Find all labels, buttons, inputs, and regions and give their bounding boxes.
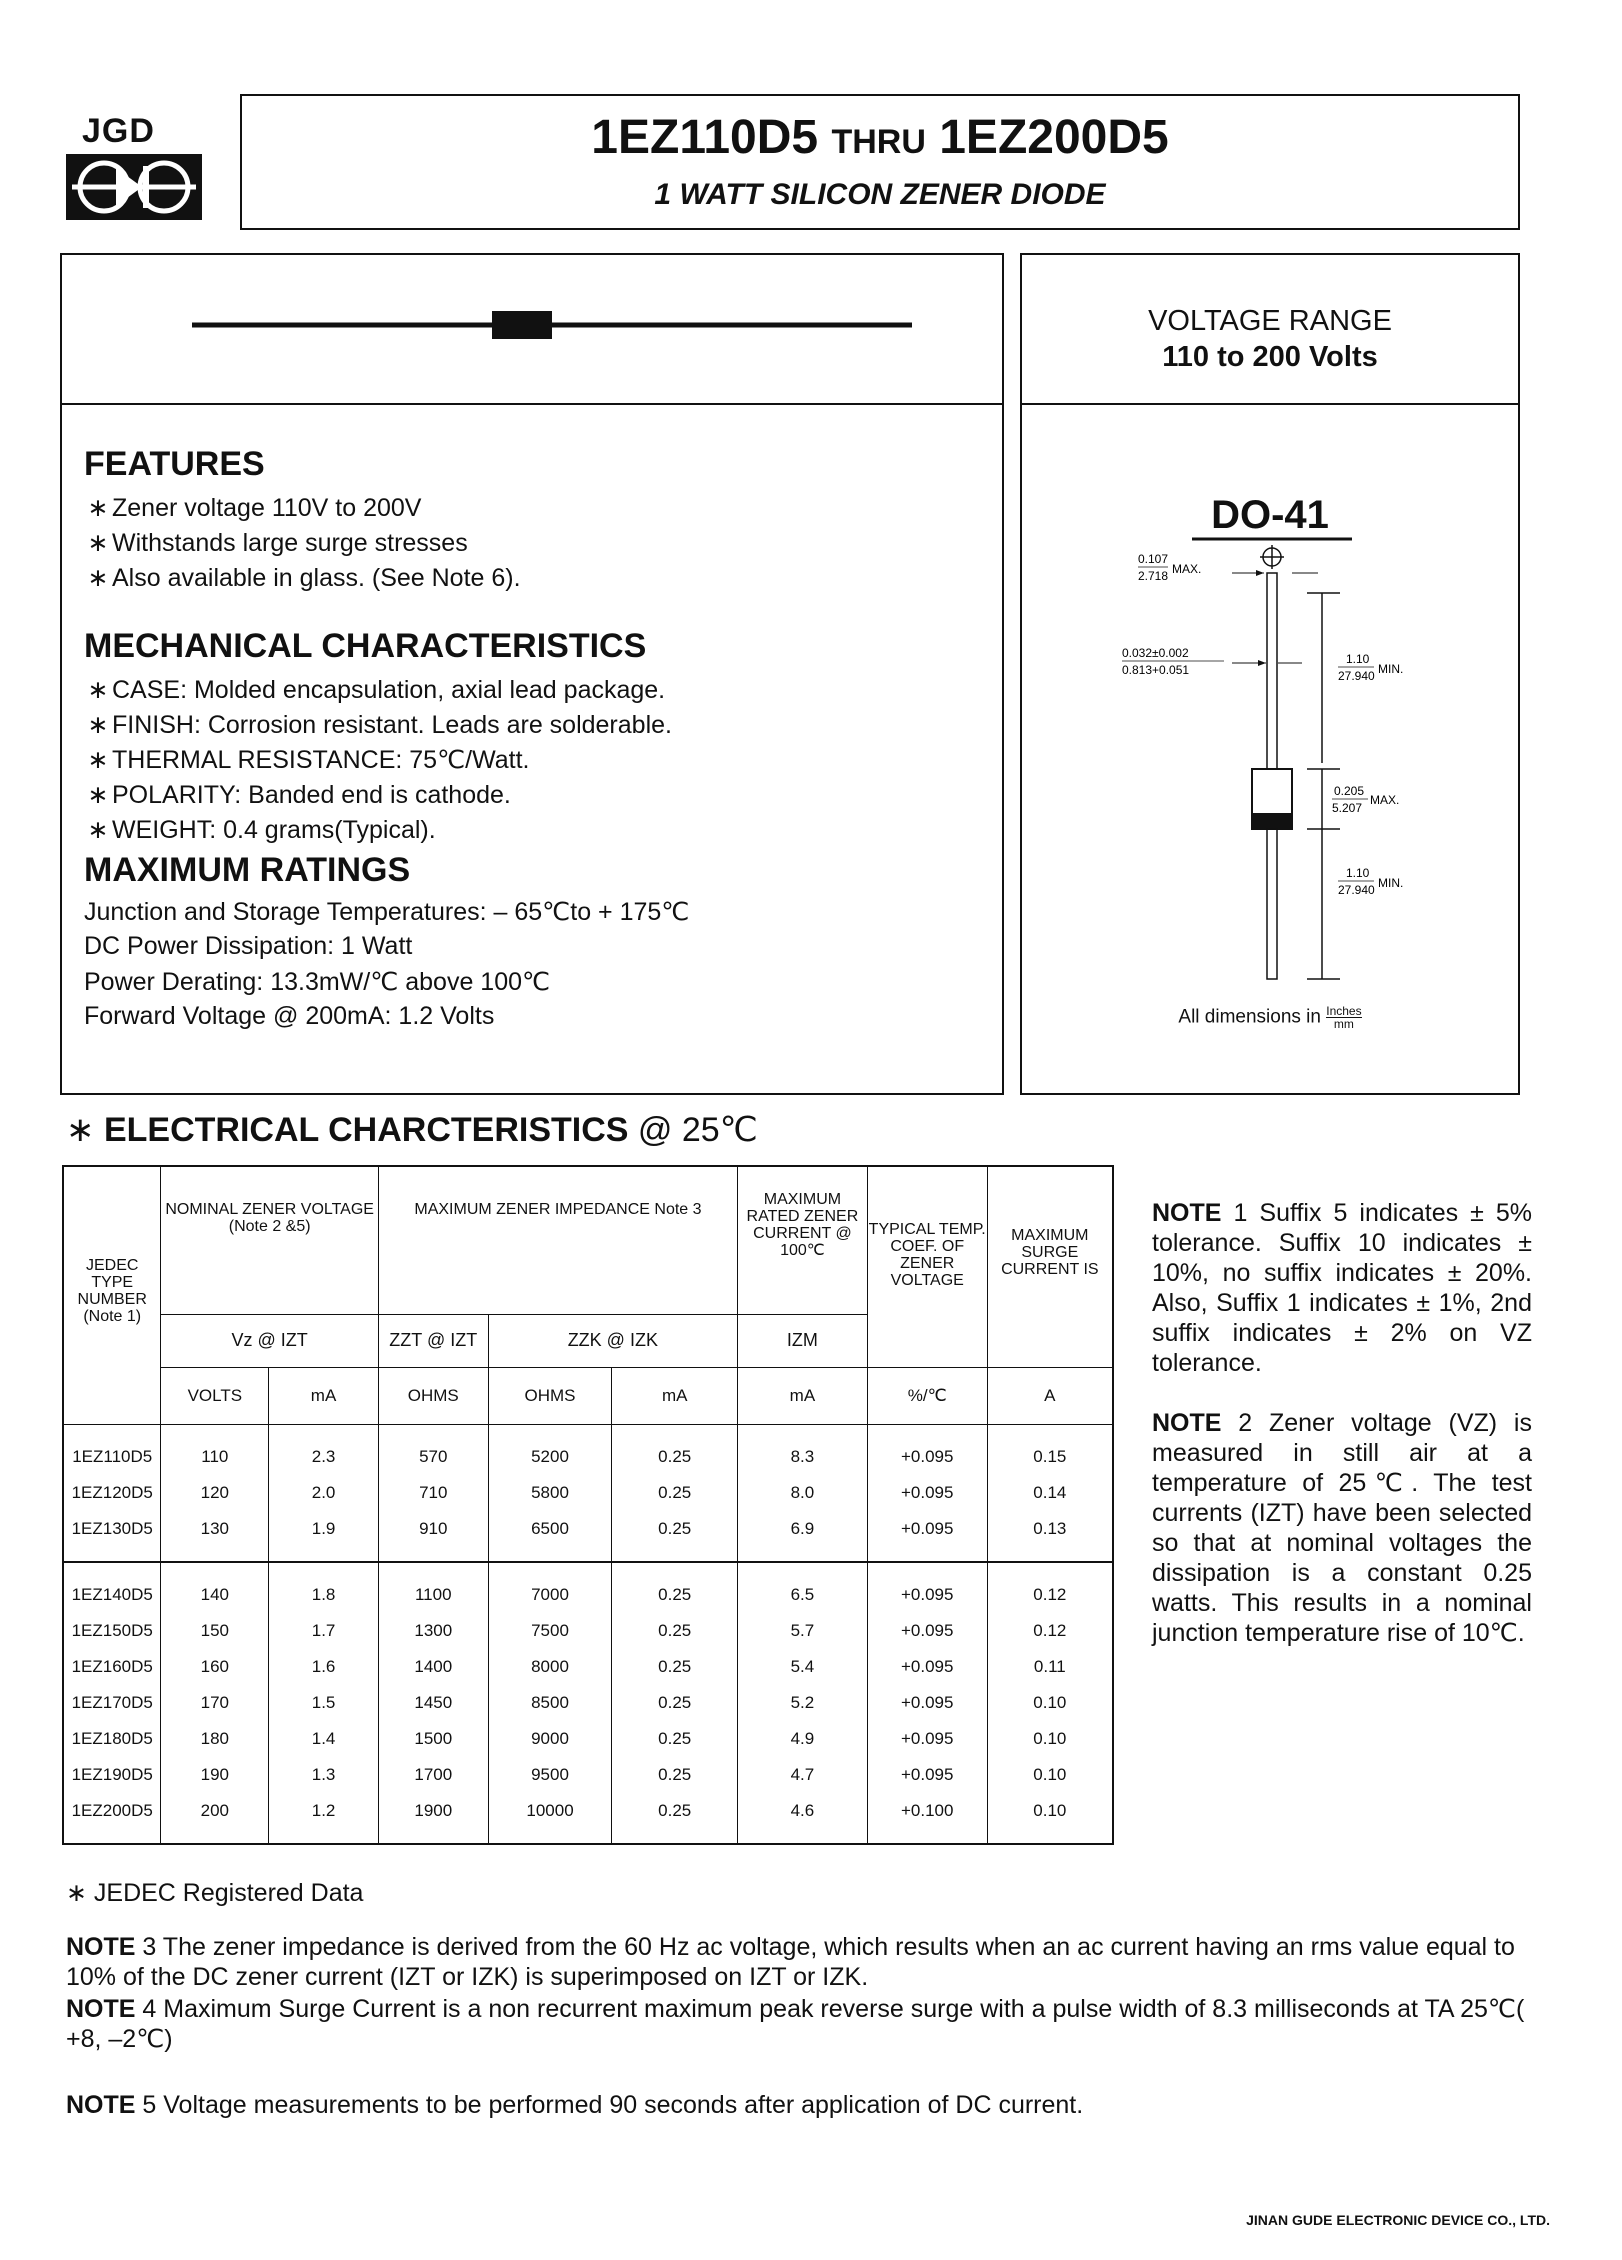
value-cell: +0.095 xyxy=(867,1757,987,1793)
unit-cell: OHMS xyxy=(488,1367,612,1424)
feature-item: ∗ Withstands large surge stresses xyxy=(84,528,468,558)
bullet-icon: ∗ xyxy=(87,711,109,739)
note-1: NOTE 1 Suffix 5 indicates ± 5% tolerance. Suffix 10 indicates ± 10%, no suffix indicates ± 20%. Also, Suffix 1 indicates ± 1%, 2nd suffix indicates ± 2% on VZ tolerance. xyxy=(1152,1199,1532,1377)
type-number-cell: 1EZ140D5 xyxy=(63,1562,161,1613)
value-cell: 0.12 xyxy=(987,1562,1113,1613)
value-cell: +0.095 xyxy=(867,1424,987,1475)
logo-text: JGD xyxy=(82,112,155,150)
value-cell: 1500 xyxy=(378,1721,488,1757)
value-cell: 0.10 xyxy=(987,1685,1113,1721)
col-impedance-header: MAXIMUM ZENER IMPEDANCE Note 3 xyxy=(378,1166,737,1314)
value-cell: 7500 xyxy=(488,1613,612,1649)
dim-2-inch: 0.032±0.002 xyxy=(1122,646,1189,660)
value-cell: 160 xyxy=(161,1649,269,1685)
value-cell: 8.0 xyxy=(738,1475,868,1511)
type-number-cell: 1EZ200D5 xyxy=(63,1793,161,1844)
type-number-cell: 1EZ160D5 xyxy=(63,1649,161,1685)
value-cell: 1100 xyxy=(378,1562,488,1613)
table-row xyxy=(63,1613,1113,1649)
value-cell: 1.6 xyxy=(269,1649,379,1685)
left-panel xyxy=(60,253,1004,1095)
features-heading: FEATURES xyxy=(84,445,265,483)
feature-item: ∗ Zener voltage 110V to 200V xyxy=(84,493,421,523)
value-cell: 4.9 xyxy=(738,1721,868,1757)
mechanical-item: ∗ POLARITY: Banded end is cathode. xyxy=(84,780,511,810)
value-cell: 6.5 xyxy=(738,1562,868,1613)
value-cell: 9500 xyxy=(488,1757,612,1793)
dim-5-inch: 1.10 xyxy=(1346,866,1370,880)
table-row xyxy=(63,1649,1113,1685)
bullet-icon: ∗ xyxy=(66,1111,95,1149)
value-cell: 1900 xyxy=(378,1793,488,1844)
value-cell: +0.095 xyxy=(867,1613,987,1649)
value-cell: 570 xyxy=(378,1424,488,1475)
dim-3-inch: 1.10 xyxy=(1346,652,1370,666)
rating-item: Junction and Storage Temperatures: – 65℃to + 175℃ xyxy=(84,898,690,926)
value-cell: 5800 xyxy=(488,1475,612,1511)
value-cell: 4.6 xyxy=(738,1793,868,1844)
value-cell: 1700 xyxy=(378,1757,488,1793)
value-cell: 0.13 xyxy=(987,1511,1113,1562)
table-row xyxy=(63,1475,1113,1511)
mechanical-heading: MECHANICAL CHARACTERISTICS xyxy=(84,627,647,665)
value-cell: 5.7 xyxy=(738,1613,868,1649)
symbol-zzt: ZZT @ IZT xyxy=(378,1314,488,1367)
value-cell: 1.5 xyxy=(269,1685,379,1721)
value-cell: 6.9 xyxy=(738,1511,868,1562)
bullet-icon: ∗ xyxy=(87,676,109,704)
thru-label: THRU xyxy=(831,123,926,161)
col-nominal-header: NOMINAL ZENER VOLTAGE (Note 2 &5) xyxy=(161,1166,378,1314)
part-to: 1EZ200D5 xyxy=(939,111,1169,164)
axial-diode-icon xyxy=(192,295,912,355)
rating-item: Power Derating: 13.3mW/℃ above 100℃ xyxy=(84,968,551,996)
value-cell: 7000 xyxy=(488,1562,612,1613)
value-cell: +0.095 xyxy=(867,1511,987,1562)
type-number-cell: 1EZ130D5 xyxy=(63,1511,161,1562)
company-logo xyxy=(62,112,202,222)
value-cell: 0.10 xyxy=(987,1757,1113,1793)
type-number-cell: 1EZ110D5 xyxy=(63,1424,161,1475)
value-cell: 0.25 xyxy=(612,1685,738,1721)
table-row xyxy=(63,1424,1113,1475)
value-cell: 8.3 xyxy=(738,1424,868,1475)
value-cell: +0.095 xyxy=(867,1721,987,1757)
value-cell: 180 xyxy=(161,1721,269,1757)
value-cell: 120 xyxy=(161,1475,269,1511)
unit-cell: mA xyxy=(738,1367,868,1424)
value-cell: 2.3 xyxy=(269,1424,379,1475)
dim-2-mm: 0.813+0.051 xyxy=(1122,663,1190,677)
dim-1-inch: 0.107 xyxy=(1138,552,1169,566)
note-3: NOTE 3 The zener impedance is derived from the 60 Hz ac voltage, which results when an ac current having an rms value equal to 10% of the DC zener current (IZT or IZK) is superimposed on IZT or IZK. xyxy=(66,1933,1515,1991)
ratings-heading: MAXIMUM RATINGS xyxy=(84,851,411,889)
electrical-table xyxy=(62,1165,1114,1845)
mechanical-item: ∗ FINISH: Corrosion resistant. Leads are solderable. xyxy=(84,710,672,740)
electrical-heading: ∗ ELECTRICAL CHARCTERISTICS @ 25℃ xyxy=(66,1111,758,1149)
mechanical-item: ∗ WEIGHT: 0.4 grams(Typical). xyxy=(84,815,436,845)
unit-mm: mm xyxy=(1333,1017,1354,1031)
value-cell: 710 xyxy=(378,1475,488,1511)
footer-company: JINAN GUDE ELECTRONIC DEVICE CO., LTD. xyxy=(1246,2212,1550,2228)
jedec-note: ∗ JEDEC Registered Data xyxy=(66,1879,364,1907)
unit-cell: %/℃ xyxy=(867,1367,987,1424)
note-4: NOTE 4 Maximum Surge Current is a non recurrent maximum peak reverse surge with a pulse width of 8.3 milliseconds at TA 25℃( +8, –2℃) xyxy=(66,1995,1525,2053)
part-from: 1EZ110D5 xyxy=(591,111,819,164)
package-drawing xyxy=(1082,533,1462,993)
bullet-icon: ∗ xyxy=(87,494,109,522)
logo-diode-icon xyxy=(66,154,202,220)
value-cell: 200 xyxy=(161,1793,269,1844)
unit-cell: OHMS xyxy=(378,1367,488,1424)
symbol-zzk: ZZK @ IZK xyxy=(488,1314,737,1367)
note-5: NOTE 5 Voltage measurements to be performed 90 seconds after application of DC current. xyxy=(66,2091,1084,2119)
package-title: DO-41 xyxy=(1211,493,1329,537)
value-cell: 150 xyxy=(161,1613,269,1649)
dim-4-tag: MAX. xyxy=(1370,793,1400,807)
value-cell: 0.14 xyxy=(987,1475,1113,1511)
value-cell: +0.100 xyxy=(867,1793,987,1844)
table-row xyxy=(63,1793,1113,1844)
value-cell: 130 xyxy=(161,1511,269,1562)
value-cell: 10000 xyxy=(488,1793,612,1844)
dim-1-mm: 2.718 xyxy=(1138,569,1169,583)
note-2: NOTE 2 Zener voltage (VZ) is measured in still air at a temperature of 25℃. The test currents (IZT) have been selected so that at nominal voltages the dissipation is a constant 0.25 watts. This results in a nominal junction temperature rise of 10℃. xyxy=(1152,1409,1532,1647)
dim-4-inch: 0.205 xyxy=(1334,784,1365,798)
table-row xyxy=(63,1562,1113,1613)
col-type-header: JEDEC TYPE NUMBER (Note 1) xyxy=(63,1166,161,1424)
notes-right xyxy=(1152,1198,1532,1678)
bullet-icon: ∗ xyxy=(87,816,109,844)
value-cell: 0.25 xyxy=(612,1721,738,1757)
dim-3-mm: 27.940 xyxy=(1338,669,1375,683)
rating-item: Forward Voltage @ 200mA: 1.2 Volts xyxy=(84,1002,495,1030)
dim-4-mm: 5.207 xyxy=(1332,801,1363,815)
dim-1-tag: MAX. xyxy=(1172,562,1202,576)
value-cell: 190 xyxy=(161,1757,269,1793)
value-cell: 110 xyxy=(161,1424,269,1475)
unit-cell: mA xyxy=(269,1367,379,1424)
mechanical-item: ∗ CASE: Molded encapsulation, axial lead package. xyxy=(84,675,665,705)
value-cell: 0.25 xyxy=(612,1793,738,1844)
value-cell: +0.095 xyxy=(867,1649,987,1685)
value-cell: 8000 xyxy=(488,1649,612,1685)
col-tempcoef-header: TYPICAL TEMP. COEF. OF ZENER VOLTAGE xyxy=(867,1166,987,1367)
value-cell: 6500 xyxy=(488,1511,612,1562)
feature-item: ∗ Also available in glass. (See Note 6). xyxy=(84,563,521,593)
voltage-range-value: 110 to 200 Volts xyxy=(1162,341,1378,373)
value-cell: 0.25 xyxy=(612,1511,738,1562)
dimensions-note: All dimensions in Inches mm xyxy=(1178,1004,1362,1031)
value-cell: 1.4 xyxy=(269,1721,379,1757)
value-cell: 1.3 xyxy=(269,1757,379,1793)
dim-5-mm: 27.940 xyxy=(1338,883,1375,897)
type-number-cell: 1EZ180D5 xyxy=(63,1721,161,1757)
value-cell: 0.12 xyxy=(987,1613,1113,1649)
type-number-cell: 1EZ120D5 xyxy=(63,1475,161,1511)
value-cell: 1.7 xyxy=(269,1613,379,1649)
table-row xyxy=(63,1511,1113,1562)
value-cell: 0.15 xyxy=(987,1424,1113,1475)
title-box xyxy=(240,94,1520,230)
value-cell: 0.25 xyxy=(612,1613,738,1649)
bullet-icon: ∗ xyxy=(87,781,109,809)
unit-cell: mA xyxy=(612,1367,738,1424)
table-row xyxy=(63,1685,1113,1721)
dim-3-tag: MIN. xyxy=(1378,662,1404,676)
table-row xyxy=(63,1721,1113,1757)
value-cell: 140 xyxy=(161,1562,269,1613)
value-cell: 0.25 xyxy=(612,1475,738,1511)
symbol-vz: Vz @ IZT xyxy=(161,1314,378,1367)
page-title xyxy=(242,110,1518,165)
col-surge-header: MAXIMUM SURGE CURRENT IS xyxy=(987,1166,1113,1367)
value-cell: 4.7 xyxy=(738,1757,868,1793)
value-cell: 0.25 xyxy=(612,1424,738,1475)
divider xyxy=(62,403,1002,405)
value-cell: 1.2 xyxy=(269,1793,379,1844)
dim-5-tag: MIN. xyxy=(1378,876,1404,890)
value-cell: 5.2 xyxy=(738,1685,868,1721)
value-cell: +0.095 xyxy=(867,1562,987,1613)
type-number-cell: 1EZ170D5 xyxy=(63,1685,161,1721)
unit-inches: Inches xyxy=(1326,1004,1362,1018)
bullet-icon: ∗ xyxy=(87,529,109,557)
value-cell: 5200 xyxy=(488,1424,612,1475)
value-cell: 1.9 xyxy=(269,1511,379,1562)
value-cell: +0.095 xyxy=(867,1475,987,1511)
value-cell: 0.25 xyxy=(612,1562,738,1613)
symbol-izm: IZM xyxy=(738,1314,868,1367)
type-number-cell: 1EZ150D5 xyxy=(63,1613,161,1649)
value-cell: 0.25 xyxy=(612,1757,738,1793)
electrical-condition: @ 25℃ xyxy=(637,1111,758,1149)
unit-cell: VOLTS xyxy=(161,1367,269,1424)
voltage-range-title: VOLTAGE RANGE xyxy=(1148,305,1392,337)
col-izm-header: MAXIMUM RATED ZENER CURRENT @ 100℃ xyxy=(738,1166,868,1314)
value-cell: 0.11 xyxy=(987,1649,1113,1685)
bullet-icon: ∗ xyxy=(87,746,109,774)
value-cell: 2.0 xyxy=(269,1475,379,1511)
rating-item: DC Power Dissipation: 1 Watt xyxy=(84,932,413,960)
value-cell: 0.10 xyxy=(987,1793,1113,1844)
value-cell: 170 xyxy=(161,1685,269,1721)
value-cell: 0.10 xyxy=(987,1721,1113,1757)
value-cell: 9000 xyxy=(488,1721,612,1757)
page-subtitle: 1 WATT SILICON ZENER DIODE xyxy=(654,178,1106,211)
table-row xyxy=(63,1757,1113,1793)
divider xyxy=(1022,403,1518,405)
value-cell: 1.8 xyxy=(269,1562,379,1613)
value-cell: 1450 xyxy=(378,1685,488,1721)
value-cell: 910 xyxy=(378,1511,488,1562)
value-cell: 8500 xyxy=(488,1685,612,1721)
mechanical-item: ∗ THERMAL RESISTANCE: 75℃/Watt. xyxy=(84,745,530,775)
value-cell: 1400 xyxy=(378,1649,488,1685)
value-cell: +0.095 xyxy=(867,1685,987,1721)
value-cell: 0.25 xyxy=(612,1649,738,1685)
right-panel xyxy=(1020,253,1520,1095)
unit-cell: A xyxy=(987,1367,1113,1424)
type-number-cell: 1EZ190D5 xyxy=(63,1757,161,1793)
bullet-icon: ∗ xyxy=(87,564,109,592)
value-cell: 5.4 xyxy=(738,1649,868,1685)
value-cell: 1300 xyxy=(378,1613,488,1649)
